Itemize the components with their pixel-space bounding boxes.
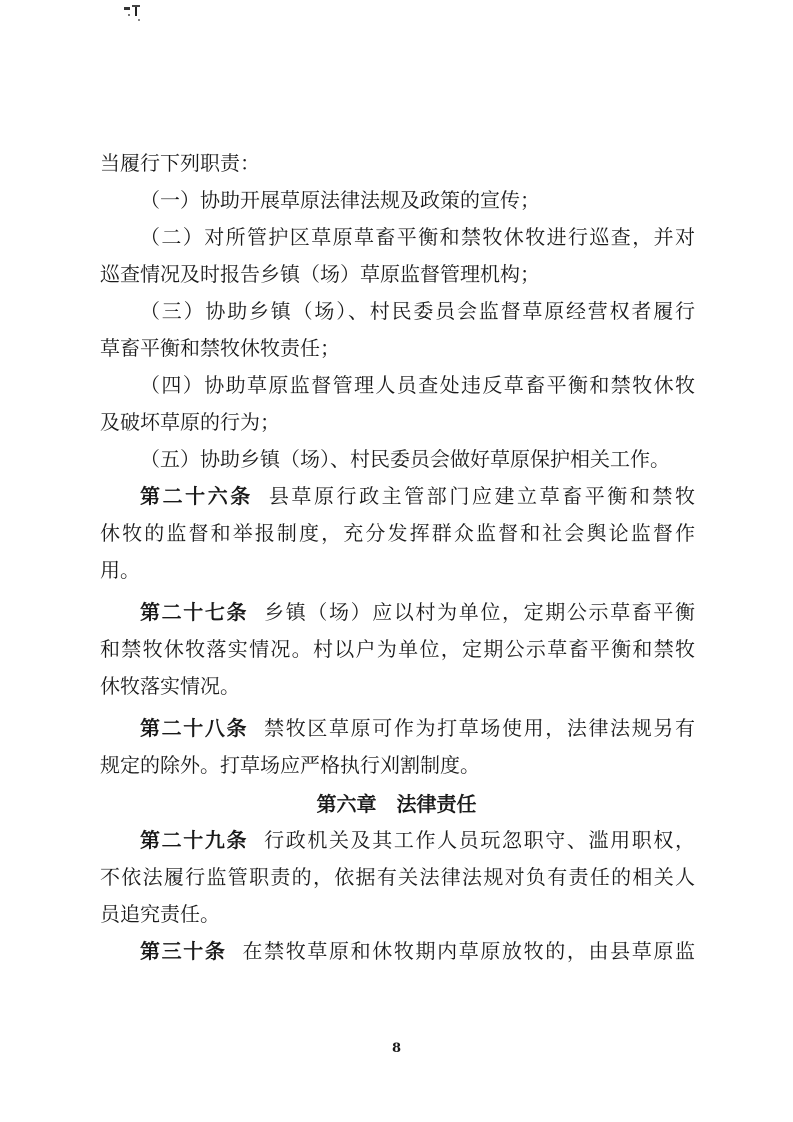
text-line: 当履行下列职责：: [100, 151, 260, 175]
duty-item-2: （二）对所管护区草原草畜平衡和禁牧休牧进行巡查，并对: [140, 225, 695, 249]
duty-item-3: （三）协助乡镇（场）、村民委员会监督草原经营权者履行: [140, 299, 695, 323]
article-text: 行政机关及其工作人员玩忽职守、滥用职权，: [264, 828, 695, 852]
article-27: [100, 594, 695, 631]
scan-mark: [122, 4, 148, 26]
chapter-heading: [0, 786, 793, 823]
duty-item-5: （五）协助乡镇（场）、村民委员会做好草原保护相关工作。: [140, 447, 670, 471]
article-label: 第二十八条: [140, 716, 249, 740]
article-29: [100, 822, 695, 859]
article-label: 第二十六条: [140, 484, 253, 508]
article-29-line-2: 不依法履行监管职责的，依据有关法律法规对负有责任的相关人: [100, 865, 695, 889]
duty-item-2-cont: 巡查情况及时报告乡镇（场）草原监督管理机构；: [100, 262, 540, 286]
duty-item-1: （一）协助开展草原法律法规及政策的宣传；: [140, 188, 540, 212]
article-28: [100, 710, 695, 747]
chapter-number: 第六章: [316, 792, 377, 816]
article-28-line-2: 规定的除外。打草场应严格执行刈割制度。: [100, 753, 480, 777]
duty-item-4-cont: 及破坏草原的行为；: [100, 410, 280, 434]
article-text: 乡镇（场）应以村为单位，定期公示草畜平衡: [264, 600, 695, 624]
article-label: 第二十七条: [140, 600, 249, 624]
duty-item-3-cont: 草畜平衡和禁牧休牧责任；: [100, 336, 340, 360]
article-30: [100, 933, 695, 970]
article-text: 县草原行政主管部门应建立草畜平衡和禁牧: [268, 484, 696, 508]
document-body-2: [100, 822, 695, 970]
article-26-line-2: 休牧的监督和举报制度，充分发挥群众监督和社会舆论监督作: [100, 521, 695, 545]
article-text: 禁牧区草原可作为打草场使用，法律法规另有: [264, 716, 695, 740]
article-29-line-3: 员追究责任。: [100, 902, 220, 926]
page-number: 8: [391, 1041, 402, 1056]
article-text: 在禁牧草原和休牧期内草原放牧的，由县草原监: [242, 939, 695, 963]
document-body: [100, 145, 695, 784]
article-26: [100, 478, 695, 515]
chapter-title: 法律责任: [396, 792, 477, 816]
article-label: 第二十九条: [140, 828, 249, 852]
article-27-line-3: 休牧落实情况。: [100, 674, 240, 698]
article-label: 第三十条: [140, 939, 227, 963]
duty-item-4: （四）协助草原监督管理人员查处违反草畜平衡和禁牧休牧: [140, 373, 695, 397]
article-27-line-2: 和禁牧休牧落实情况。村以户为单位，定期公示草畜平衡和禁牧: [100, 637, 695, 661]
article-26-line-3: 用。: [100, 558, 140, 582]
